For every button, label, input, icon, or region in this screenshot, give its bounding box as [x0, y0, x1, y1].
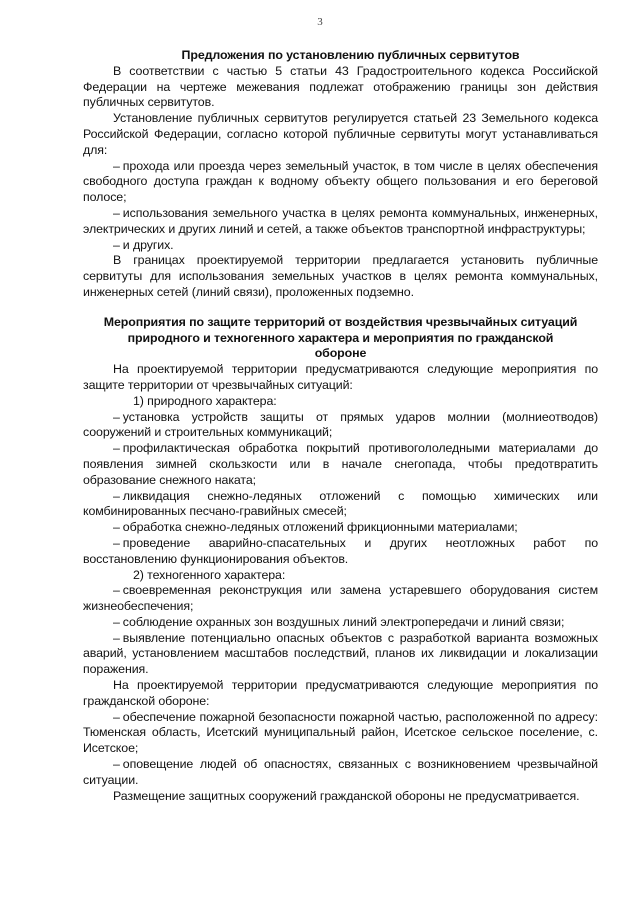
paragraph: Размещение защитных сооружений гражданской обороны не предусматривается. — [113, 788, 580, 803]
paragraph: На проектируемой территории предусматриваются следующие мероприятия по гражданской обороне: — [83, 678, 598, 708]
list-label-technogenic: 2) техногенного характера: — [133, 567, 286, 582]
dash-marker: – — [113, 614, 120, 629]
section-heading-emergency: Мероприятия по защите территорий от воздействия чрезвычайных ситуаций природного и техногенного характера и мероприятия по гражданской обороне — [103, 314, 578, 361]
list-item: – обеспечение пожарной безопасности пожарной частью, расположенной по адресу: Тюменская область, Исетский муниципальный район, Исетское сельское поселение, с. Исетское; — [83, 709, 598, 756]
list-item: – оповещение людей об опасностях, связанных с возникновением чрезвычайной ситуации. — [83, 757, 598, 787]
section-heading-servitudes: Предложения по установлению публичных сервитутов — [181, 48, 520, 62]
dash-marker: – — [113, 158, 120, 173]
dash-marker: – — [113, 441, 120, 456]
list-item: – прохода или проезда через земельный участок, в том числе в целях обеспечения свободного доступа граждан к водному объекту общего пользования и его береговой полосе; — [83, 158, 598, 205]
dash-marker: – — [113, 535, 120, 550]
dash-marker: – — [113, 409, 120, 424]
paragraph: Установление публичных сервитутов регулируется статьей 23 Земельного кодекса Российской Федерации, согласно которой публичные сервитуты могут устанавливаться для: — [83, 111, 598, 157]
list-item: – обработка снежно-ледяных отложений фрикционными материалами; — [113, 520, 518, 535]
dash-marker: – — [113, 520, 120, 535]
paragraph: В соответствии с частью 5 статьи 43 Градостроительного кодекса Российской Федерации на чертеже межевания подлежат отображению границы зон действия публичных сервитутов. — [83, 63, 598, 110]
list-item: – выявление потенциально опасных объектов с разработкой варианта возможных аварий, установлением масштабов последствий, планов их ликвидации и локализации поражения. — [83, 630, 598, 677]
dash-marker: – — [113, 630, 120, 645]
dash-marker: – — [113, 488, 120, 503]
list-item: – соблюдение охранных зон воздушных линий электропередачи и линий связи; — [113, 614, 565, 629]
dash-marker: – — [113, 583, 120, 598]
list-item: – использования земельного участка в целях ремонта коммунальных, инженерных, электрических и других линий и сетей, а также объектов транспортной инфраструктуры; — [83, 205, 598, 236]
list-item: – ликвидация снежно-ледяных отложений с помощью химических или комбинированных песчано-гравийных смесей; — [83, 488, 598, 519]
dash-marker: – — [113, 709, 120, 724]
list-item: – проведение аварийно-спасательных и других неотложных работ по восстановлению функционирования объектов. — [83, 535, 598, 566]
list-label-natural: 1) природного характера: — [133, 393, 277, 408]
dash-marker: – — [113, 205, 120, 220]
dash-marker: – — [113, 237, 120, 252]
list-item: – профилактическая обработка покрытий противогололедными материалами до появления зимней скользкости или в начале снегопада, чтобы предотвратить образование снежного наката; — [83, 441, 598, 487]
paragraph: На проектируемой территории предусматриваются следующие мероприятия по защите территории от чрезвычайных ситуаций: — [83, 362, 598, 392]
paragraph: В границах проектируемой территории предлагается установить публичные сервитуты для использования земельных участков в целях ремонта коммунальных, инженерных сетей (линий связи), проложенных подземно. — [83, 253, 598, 299]
document-body — [83, 48, 598, 804]
dash-marker: – — [113, 757, 120, 772]
list-item: – установка устройств защиты от прямых ударов молнии (молниеотводов) сооружений и строительных коммуникаций; — [83, 409, 598, 440]
page-number: 3 — [317, 16, 323, 28]
list-item: – и других. — [113, 237, 174, 252]
list-item: – своевременная реконструкция или замена устаревшего оборудования систем жизнеобеспечения; — [83, 583, 598, 614]
